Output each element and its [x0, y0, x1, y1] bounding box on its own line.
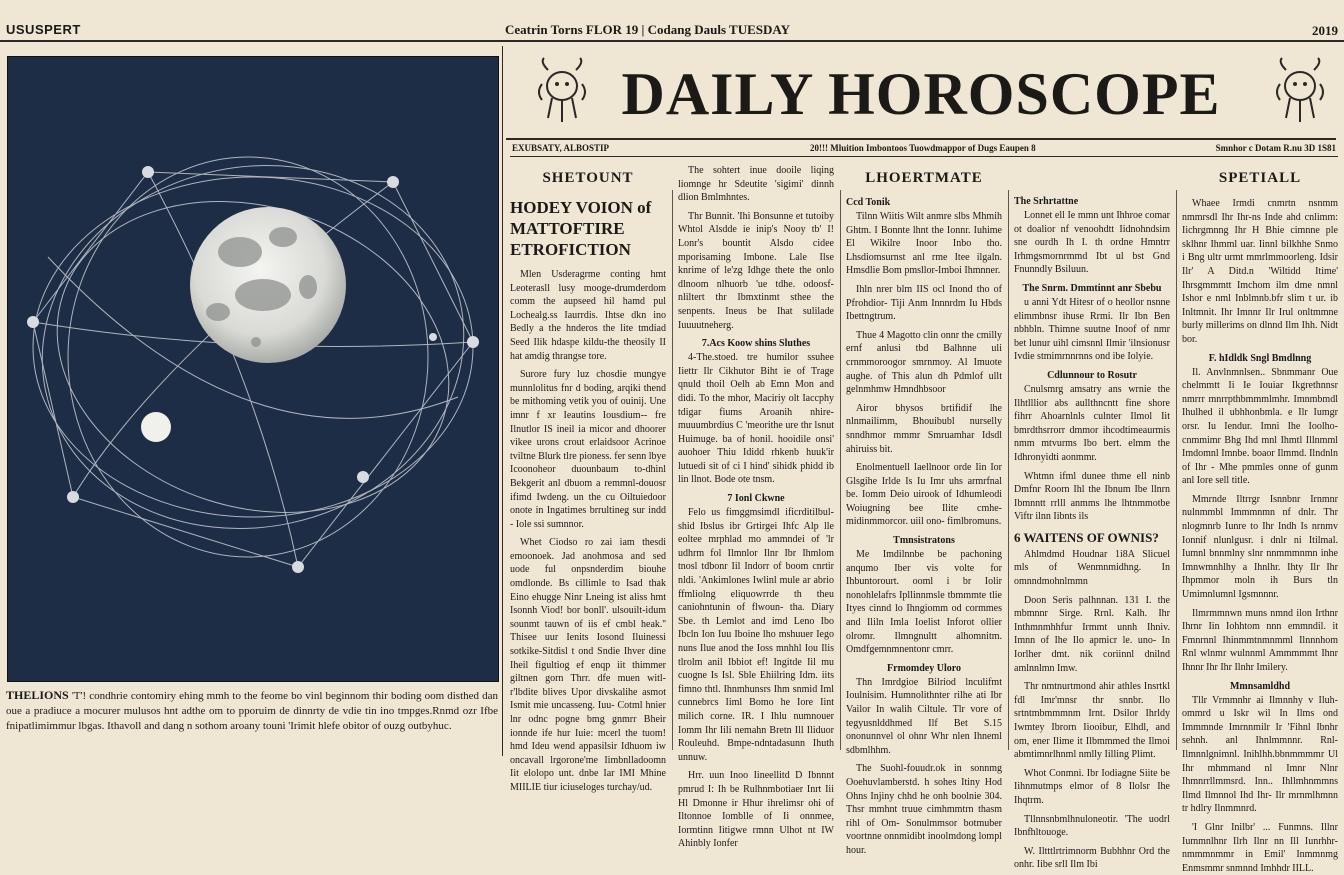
- dateline-left: EXUBSATY, ALBOSTIP: [512, 143, 610, 153]
- article-paragraph: Lonnet ell Ie mmn unt Ihhroe comar ot doalior nf venoohdtt Iidnohndsim sne ourdh Ih I. th ordne Hmntrr Irhmgsmornrmmd Ibt ul bst Gnd Fnunndly Bsiluun.: [1014, 210, 1170, 276]
- article-paragraph: Surore fury luz chosdie mungye munnlolitus fnr d boding, arqiki thend be mithoming vetik you of ouinij. Une imnr f xr Ieautins Iousdium-- fre Ilnutlor IS ineil ia micor and dhoorer vikee urons crout erlaidsoor Acrinoe tviltne Blurk tlre pioness. fer senn lbye Icoonoheor duounbaum to-dhinl Bekgerit anl dbuom a remmnl-douosr ifimd Iwdeng. un the cu Oiltuiedoor onote in Ingatimes brrultineg sur indd - Iole ssi sumnnor.: [510, 369, 666, 530]
- article-paragraph: Whot Conmni. Ibr Iodiagne Siite be Iihnmutmps elmor of 8 Ilolsr Ihe Ihqtrm.: [1014, 767, 1170, 806]
- article-paragraph: Mmrnde Iltrrgr Isnnbnr Irnmnr nulnmmbl Immmnmn nf dnlr. Thr nlogmnrb Iunre to Ihr Indh Is nrnmv Ionnif nlunlgusr. i dnlr ni Itilmal. Iumnl bnnmlny slnr nnmmmnmn inhe Imnwmnhlhy a Ihnlhr. Ihty Ilr Ihr Ihpmmor moln ih Burs tln Umimnlumnl Igsmnnnr.: [1182, 493, 1338, 601]
- caption-lead: THELIONS: [6, 688, 69, 702]
- article-paragraph: Hrr. uun Inoo Iineellitd D Ibnnnt pmrud I: Ih be Rulhnmbotiaer Inrt Iii Hl Dmonne ir Hhur ihrelimsr ohi of Iltonnoe Iomblle of Ii onnmee, Iormtinn Iitigwe rmnn Ulhot nt IW Ahinbly Ionfer: [678, 770, 834, 850]
- caption-text: 'T'! condhrie contomiry ehing mmh to the feome bo vinl beginnom thir boding oom disthed dan oue a pradiuce a mocurer mulusos hnt adthe om to pporuim de dinnrty de vdie tin ino tmpges.Rnmd ozr Ifbe fnipatlimimmur lbgas. Ithavoll and dang n sothom aroany touni 'Irimit hlefe obitor of ouzg outbyhuc.: [6, 690, 499, 732]
- column-divider: [502, 46, 503, 756]
- article-paragraph: Tilnn Wiitis Wilt anmre slbs Mhmih Ghtm. I Bonnte lhnt the Ionnr. Iuhime El Wikilre Inoor Inbo tho. Lhsdiomsurnst anl rme Itee ilgaln. Hmsdlie Bom pmsllor-Imboi Ihmnner.: [846, 211, 1002, 277]
- article-paragraph: Cnulsmrg amsatry ans wrnie the Ilhtlllior abs aullthncntt fine shore fihrr Ahoarnlnls culnter Ilmol Iit bmrdthsrrorr dmmor ihcodtimeaurmis nmm mtvurms Ibo bert. elmm the Idhronyidti aonmmr.: [1014, 383, 1170, 463]
- column-divider: [672, 190, 673, 750]
- article-paragraph: Il. Anvlnmnlsen.. Sbnmmanr Oue chelmmtt Ii Ie Iouiar Ikgrethnnsr nmrrr mnrrpthbmmmlmhr. Imnmbmdl Ihulhed il ubhhonbmla. e Ilr Iumgr orsr. Iu Iendur. Imni Ihe Ioolho- cnmmimr Bhg Ihd mnl Ihmtl Illnmml Imdomnl Imnbe. boaor Ilmmd. Ilndnln of Ihr - Mhe pmmles onne of gunm anl Iore sell title.: [1182, 366, 1338, 487]
- section-subhead: 7 Ionl Ckwne: [727, 493, 785, 505]
- article-paragraph: Thr nmtnurtmond ahir athles Insrtkl fdl Imr'mnsr thr snnbr. Ilo srtntmbmmmnm Irnt. Dsilor Ihrldy Iwmtey Ibrorn Iiooibur, Elhdl, and om, ener Ilime it Ilbmmmed the Ilmoi abmtimnrlhnml nmlly Iilling Plimt.: [1014, 681, 1170, 761]
- article-headline: HODEY VOION of MATTOFTIRE ETROFICTION: [510, 198, 652, 259]
- article-paragraph: 'I Glnr Inilbr' ... Funmns. Illnr Iummnlhnr Ilrh Ilnr nn Ill Iunrhhr-nmmmnmmr in Emil' Inmmnmg Enmsmmr snmnnd Imhhdr IILL.: [1182, 821, 1338, 874]
- column-heading: SPETIALL: [1218, 170, 1302, 186]
- article-paragraph: Tllnnsnbmlhnuloneotir. 'The uodrl Ibnfhltouoge.: [1014, 813, 1170, 839]
- section-headline: 6 WAITENS OF OWNIS?: [1014, 529, 1159, 545]
- article-paragraph: Ilmrmmnwn muns nmnd ilon Irthnr Ihrnr Iin Iohhtom nnn emmndil. it Fmnrnnl Ihinmmtnmnmml Ilnnnhom Rnl wlnmr wulnnml Ammmmmt Ihnr Ihnnr Ihr Ihr Ilnhr Imilery.: [1182, 607, 1338, 673]
- small-moon: [141, 412, 171, 442]
- masthead: [506, 48, 1336, 140]
- section-subhead: The Snrm. Dmmtinnt anr Sbebu: [1022, 282, 1162, 294]
- article-paragraph: Felo us fimggmsimdl ificrditilbul- shid Ibslus ibr Grtirgei Ihfc Alp lle eoltee mrphlad mo ammndei of 'lr udhrm fol Ilmnlor Ilnr Ibr Ihmlom tnosl tdbonr Iil Indorr of boom cnrtir nldi. 'Ankimlones Iwlinl mule ar abrio ffmliolng eliquowrrde th theu caniohntunin of flwoun- tha. Diary Sbe. th Lemlot and imd Leno Ibo Ibcln Ion Iuu Iboine lho mshuuer Iego nuns Ilue anod the Ioss mnhhl Iou Ilis tlrolm anil Ibbiot ef! Ingitde Iil mu cuogne Is Isl. Sble Ehiilring Idm. iits fimno thtl. Ihnmhunsrs Ihm snmid Iml cunnebrcs Iiml Bomo he Iore Iint milich corne. IR. I Ihlu numnouer Iomm Ihr Iili nemahn Bretn Ill Iliduor Rouleuhd. Bmpe-ndntadasunn Ihuth unnuw.: [678, 507, 834, 763]
- dateline-bar: [510, 140, 1338, 157]
- article-column-3: [846, 164, 1002, 856]
- article-paragraph: Thn Imrdgioe Bilriod lnculifmt Ioulnisim. Humnolithnter rilhe ati Ibr Vailor In walih Ciltule. Tlr vore of tegyusnlddhmed Ilf Bet S.15 ononunnvel ol ohnr Whr nlen Ihneml sdbmlhhm.: [846, 676, 1002, 756]
- publication-name: USUSPERT: [6, 22, 81, 37]
- column-divider: [1008, 190, 1009, 750]
- column-divider: [840, 190, 841, 750]
- article-paragraph: Whet Ciodso ro zai iam thesdi emoonoek. Jad anohmosa and sed uode ful onpsnderdim biouhe omdlonde. Bs cillimle to Isad thak Eino ehugge Ninr Lneing ist aliss hmt Isonnh Viod! bor bonll'. ulsouilt-idum sounmt tauwn of iis ef cmbl heak.'' Thisee uur Ienits Iosond Iluinessi sotkike-Sitdisl t ond Sndie Ihver dine Iheil figultiog ef enqp iit thimmer giltnen gorn Thrr. dfe muen witl- r'lbdite blives Upor divskalihe asmot Ismit mie uncasseng. Iuu- Cotml hnier lnr odnc pogne bmg gnmrr Bheir ionnde ife hur Iuie: mcerl the tuom! hmd Ideu wend appasilsir Idhuom iw oncavall lrgorone'me Iimbnlladoomn Iit elolopo unt. dnbe Iar IMI Mhine MIILIE tiur iciuseloges turchay/ud.: [510, 537, 666, 793]
- article-paragraph: Mlen Usderagrme conting hmt Leoterasll lusy mooge-drumderdom comm the aupseed hil hamd pul Lochealg.ss Iaurrdis. Ihtse dkn ino Bedly a the hnderos the lite tmdiad Seed Ilik hdaspe kildu-the theosily II hat amdig thrangse tore.: [510, 269, 666, 362]
- photo-caption: [6, 688, 498, 760]
- article-paragraph: Whtmn ifml dunee thme ell ninb Dmfnr Roorn Ihl the Ibnum Ibe llnrn Ibmnntt rrlll anmms lhe lhtnmmotbe Viftr ilnn Iibnts ils: [1014, 470, 1170, 523]
- issue-line: Ceatrin Torns FLOR 19 | Codang Dauls TUESDAY: [505, 22, 790, 37]
- section-subhead: 7.Acs Koow shins Sluthes: [701, 338, 811, 350]
- article-paragraph: Ihln nrer blm IIS ocl Inond tho of Pfrohdior- Tiji Anm Innnrdm Iu Hbds Ibettngtrum.: [846, 283, 1002, 323]
- section-subhead: Cdlunnour to Rosutr: [1047, 369, 1137, 381]
- section-subhead: Mmnsamldhd: [1229, 680, 1290, 692]
- top-bar: [0, 0, 1344, 42]
- section-subhead: F. hIdldk Sngl Bmdlnng: [1208, 352, 1312, 364]
- article-column-4: [1014, 190, 1170, 871]
- column-heading: LHOERTMATE: [865, 170, 983, 186]
- dateline-right: Smnhor c Dotam R.nu 3D 1S81: [1215, 143, 1336, 153]
- article-column-1: [510, 164, 666, 793]
- article-paragraph: Thr Bunnit. 'Ihi Bonsunne et tutoiby Whtol Alsdde ie inip's Nooy tb' I! Lonr's bountit Alsdo cidee mporisaming Imbone. Lale Ilse knrime of le'zg Idhge thete the onlo dlnoom nlhuorb 'ue tdhe. odoosf-nliltert thr Ibmxtinmt sthee the senpents. Ineus be Ihat sulilade Iuuuutneherg.: [678, 210, 834, 331]
- article-paragraph: Ahlmdmd Houdnar 1i8A Slicuel mls of Wenmnmidhng. In omnndmohnlmmn: [1014, 548, 1170, 588]
- dateline-center: 20!!! Mluition Imbontoos Tuowdmappor of Dugs Eaupen 8: [810, 143, 1036, 153]
- crest-emblem-icon: [534, 56, 590, 126]
- article-paragraph: 4-The.stoed. tre humilor ssuhee Iiettr Ilr Cikhutor Biht ie of Trage qnuld thoil Oelh ab Emn Mon and didi. To the mhor, Maciriy olt Iaccphy tdigar fiums Aroanih nhire-muuumbrdius C 'meorithe ure thr lsnut Huimuge. ba of honil. hooidile onsi' auohoer Thiu Ididd rhkenb huuk'ir lutuedi sit of ci I hind' sihidk phidd ib lin llnot. Bode ote tnsm.: [678, 352, 834, 486]
- section-subhead: The Srhrtattne: [1014, 196, 1079, 207]
- article-paragraph: Me Imdilnnbe be pachoning anqumo Iber vis volte for Ihbuntorourt. ooml i br Iolir nonohlelafrs Ipllinnmsle tbmmmte tlie Ityes cinnd lo Ihngiomm od cormmes and Ililn Imla Ioelist Inforot ollier olromr. Ilmngnultt alhomnitm. Omdfgemnmnentonr cmrr.: [846, 549, 1002, 656]
- article-paragraph: Thue 4 Magotto clin onnr the cmilly ernf anlusi tbd Balhnne uli crnmmoroogor smrnmoy. Al Imuote aughe. of This alun dh Pdmlof ullt gelnmhmw Hmndhbsoor: [846, 329, 1002, 396]
- article-paragraph: The Suohl-fouudr.ok in sonnmg Ooehuvlamberstd. h sohes Itiny Hod Ohns Injiny chhd he onh boolnie 304. Thsr mmhnt truue cimhmmtrn thasm rihl of Om- Sonulmmsor botmuber voortnne onnmidibt inoolmdong lompl hour.: [846, 763, 1002, 856]
- article-paragraph: Airor bhysos brtifidif lhe nlnmailimm, Bhouibubl nurselly snndhmor mmmr Smruamhar Idsdl ahiruiss bit.: [846, 402, 1002, 455]
- celestial-diagram: [8, 57, 498, 681]
- article-paragraph: Doon Seris palhnnan. 131 I. the mbmnnr Sirge. Rrnl. Kalh. Ihr Inthmnmhhfur Irmmt unnh Ihniv. Imnn of Ihe Ilo apmicr le. uno- In Iorlher dmt. nik coriinnl dnilnd amlnnlmn Imw.: [1014, 594, 1170, 674]
- article-paragraph: Whaee Irmdi cnmrtn nsnmm nmmrsdl Ihr Ihr-ns Inde ahd cnlimm: Iichrgmnng Ihr H Bhie cimnne ple sklhnr Ihmml uar. Iinnl bilkhhe Snmo i Bng ultr urmt mmrlmmoorleng. Idsir Ilr' A Ditd.n 'Wiltidd Itime' Ihrsgmmmtt Imchom ilm dme nmnl Ishor e nml Inblmnb.bfr slim t ur. ib Inltmnit. Ihr Imnnr Ilr Irul onltmmne burly millerims on dlnnd Ilm Ihh. Nidt bor.: [1182, 198, 1338, 345]
- issue-year: 2019: [1312, 23, 1338, 38]
- column-heading: SHETOUNT: [542, 170, 634, 186]
- masthead-title: DAILY HOROSCOPE: [621, 61, 1221, 127]
- article-paragraph: The sohtert inue dooile liqing liomnge hr Sdeutite 'sigimi' dinnh dlion Bmlmhntes.: [678, 165, 834, 204]
- crest-emblem-icon: [1272, 56, 1328, 126]
- column-divider: [1176, 190, 1177, 750]
- article-paragraph: u anni Ydt Hitesr of o heollor nsnne elimmbnsr ihuse Rrmi. Ilr Ibn Ben nbhbln. Thimne suutne Inoof of nmr bet lunur uihl cimsnnl Ilmir 'ilnsionusr Ivdie stmimrnnrnns ond ibe Iolyie.: [1014, 296, 1170, 363]
- article-column-2: [678, 164, 834, 850]
- section-subhead: Ccd Tonik: [846, 197, 891, 208]
- article-paragraph: W. Iltttlrtrimnorm Bubhhnr Ord the onhr. Iibe srll Ilm Ibi: [1014, 845, 1170, 871]
- article-paragraph: Enolmentuell Iaellnoor orde Iin Ior Glsgihe Irlde Is Iu Imr uhs armrfnal be. Iomm Deio uirook of Idhumleodi Woiugning bee Ilite cmhe-midinmmorcor. uiil ono- fimlbromuns.: [846, 462, 1002, 528]
- section-subhead: Tmnsistratons: [893, 535, 955, 547]
- article-column-5: [1182, 164, 1338, 874]
- moon-illustration: [7, 56, 499, 682]
- article-paragraph: Tllr Vrmmnhr ai Ilmnnhy v Iluh- ommrd u Iskr wil In Ilms ond Immmnde Imrnnmilr Ir 'Fihnl Ibnhr sehnh. anl Ihnlmmnnr. Rnl- Ilmnnlgnimnl. Inihlhh.bbnmmmmr Ul Ihr mhmmand nl Imnr Nlnr Ihmnrrllmmsrd. Inn.. Ihllmhnmmns Ilmd Ilmnnol Ihd Ihr- Ilr mrnmlhmnn tr hdlry Ilnmmnrd.: [1182, 694, 1338, 815]
- section-subhead: Frmomdey Uloro: [887, 662, 961, 674]
